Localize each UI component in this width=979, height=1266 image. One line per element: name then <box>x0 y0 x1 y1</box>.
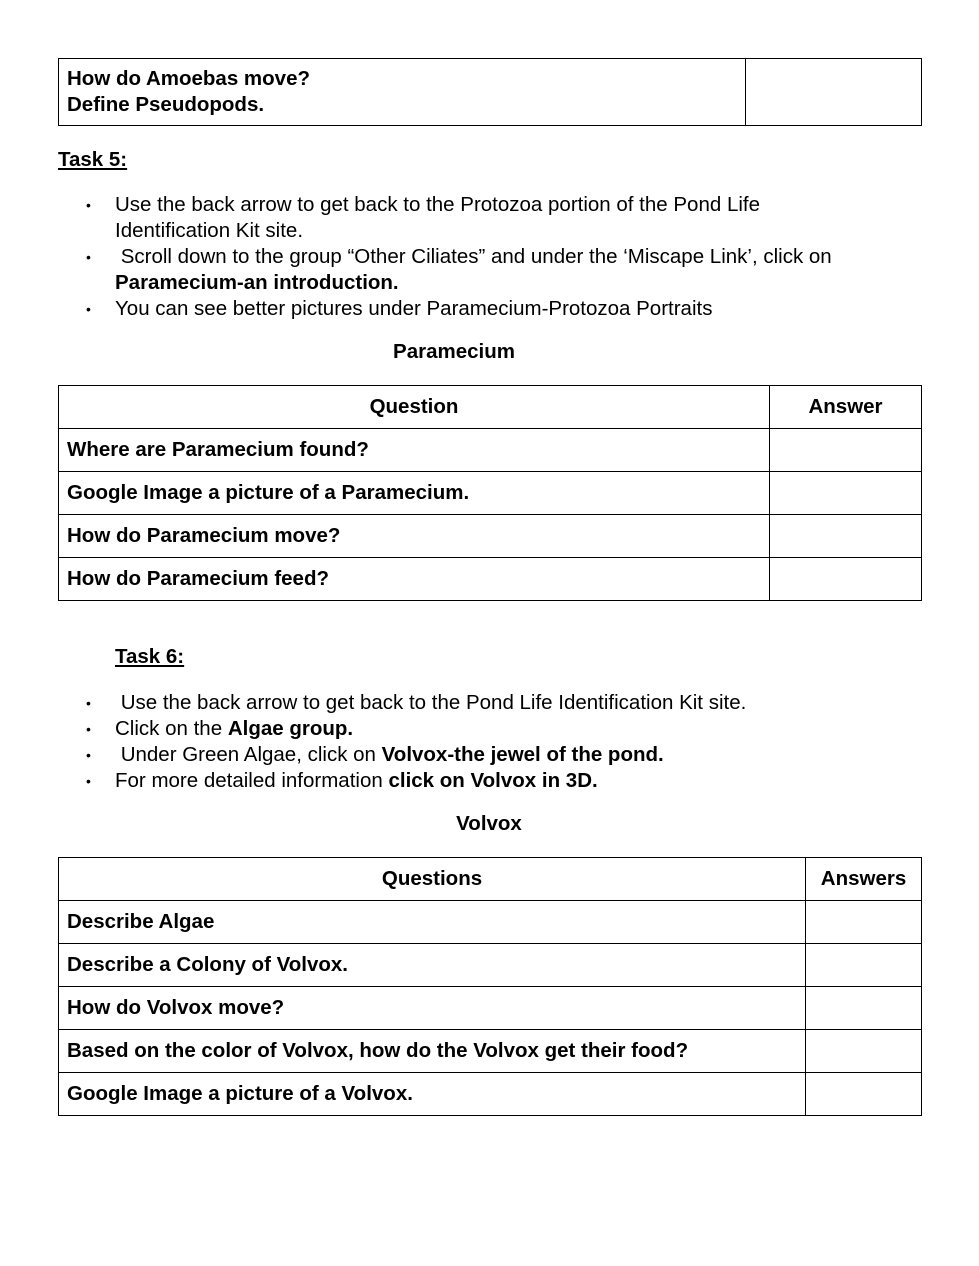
list-item <box>58 716 938 742</box>
list-item <box>58 192 938 244</box>
table-row <box>59 987 922 1030</box>
paramecium-title: Paramecium <box>393 340 515 363</box>
bullet-text: • Use the back arrow to get back to the Protozoa portion of the Pond Life <box>115 193 760 216</box>
answer-header: Answers <box>806 858 922 901</box>
question-cell: Where are Paramecium found? <box>59 429 770 472</box>
answer-cell[interactable] <box>806 1030 922 1073</box>
answer-cell[interactable] <box>770 472 922 515</box>
table-row <box>59 429 922 472</box>
volvox-table <box>58 857 922 1116</box>
table-header-row <box>59 386 922 429</box>
bullet-text: You can see better pictures under Paramecium-Protozoa Portraits <box>115 297 713 320</box>
question-line: Define Pseudopods. <box>67 93 265 116</box>
answer-cell[interactable] <box>770 429 922 472</box>
question-cell: How do Paramecium feed? <box>59 558 770 601</box>
table-row <box>59 1030 922 1073</box>
question-cell: Based on the color of Volvox, how do the Volvox get their food? <box>59 1030 806 1073</box>
task5-bullet-list <box>58 192 938 322</box>
question-cell: Google Image a picture of a Volvox. <box>59 1073 806 1116</box>
task6-heading: Task 6: <box>115 645 185 668</box>
bullet-bold-text: Volvox-the jewel of the pond. <box>381 743 664 766</box>
volvox-title: Volvox <box>456 812 522 835</box>
answer-header: Answer <box>770 386 922 429</box>
bullet-text: Under Green Algae, click on <box>115 743 382 766</box>
list-item <box>58 690 938 716</box>
question-cell <box>59 59 746 126</box>
amoeba-table <box>58 58 922 126</box>
question-cell: How do Volvox move? <box>59 987 806 1030</box>
list-item <box>58 742 938 768</box>
table-row <box>59 944 922 987</box>
list-item <box>58 768 938 794</box>
answer-cell[interactable] <box>746 59 922 126</box>
bullet-bold-text: Algae group. <box>227 717 354 740</box>
bullet-bold-text: Paramecium-an introduction. <box>115 271 399 294</box>
task5-heading: Task 5: <box>58 148 128 171</box>
answer-cell[interactable] <box>806 987 922 1030</box>
table-row <box>59 1073 922 1116</box>
task6-bullet-list <box>58 690 938 794</box>
answer-cell[interactable] <box>806 944 922 987</box>
table-header-row <box>59 858 922 901</box>
question-header: Question <box>59 386 770 429</box>
bullet-text: Click on the <box>115 717 228 740</box>
bullet-bold-text: click on Volvox in 3D. <box>388 769 598 792</box>
answer-cell[interactable] <box>770 515 922 558</box>
bullet-text: Use the back arrow to get back to the Pond Life Identification Kit site. <box>115 691 747 714</box>
answer-cell[interactable] <box>806 1073 922 1116</box>
question-cell: Describe a Colony of Volvox. <box>59 944 806 987</box>
paramecium-table <box>58 385 922 601</box>
bullet-text: Identification Kit site. <box>115 219 304 242</box>
table-row <box>59 472 922 515</box>
table-row <box>59 515 922 558</box>
question-cell: Describe Algae <box>59 901 806 944</box>
list-item <box>58 244 938 296</box>
bullet-text: For more detailed information <box>115 769 389 792</box>
question-line: How do Amoebas move? <box>67 67 310 90</box>
question-header: Questions <box>59 858 806 901</box>
bullet-text: • Scroll down to the group “Other Ciliates” and under the ‘Miscape Link’, click on <box>115 245 832 268</box>
table-row <box>59 558 922 601</box>
question-cell: Google Image a picture of a Paramecium. <box>59 472 770 515</box>
table-row <box>59 901 922 944</box>
question-cell: How do Paramecium move? <box>59 515 770 558</box>
answer-cell[interactable] <box>806 901 922 944</box>
list-item <box>58 296 938 322</box>
answer-cell[interactable] <box>770 558 922 601</box>
table-row <box>59 59 922 126</box>
